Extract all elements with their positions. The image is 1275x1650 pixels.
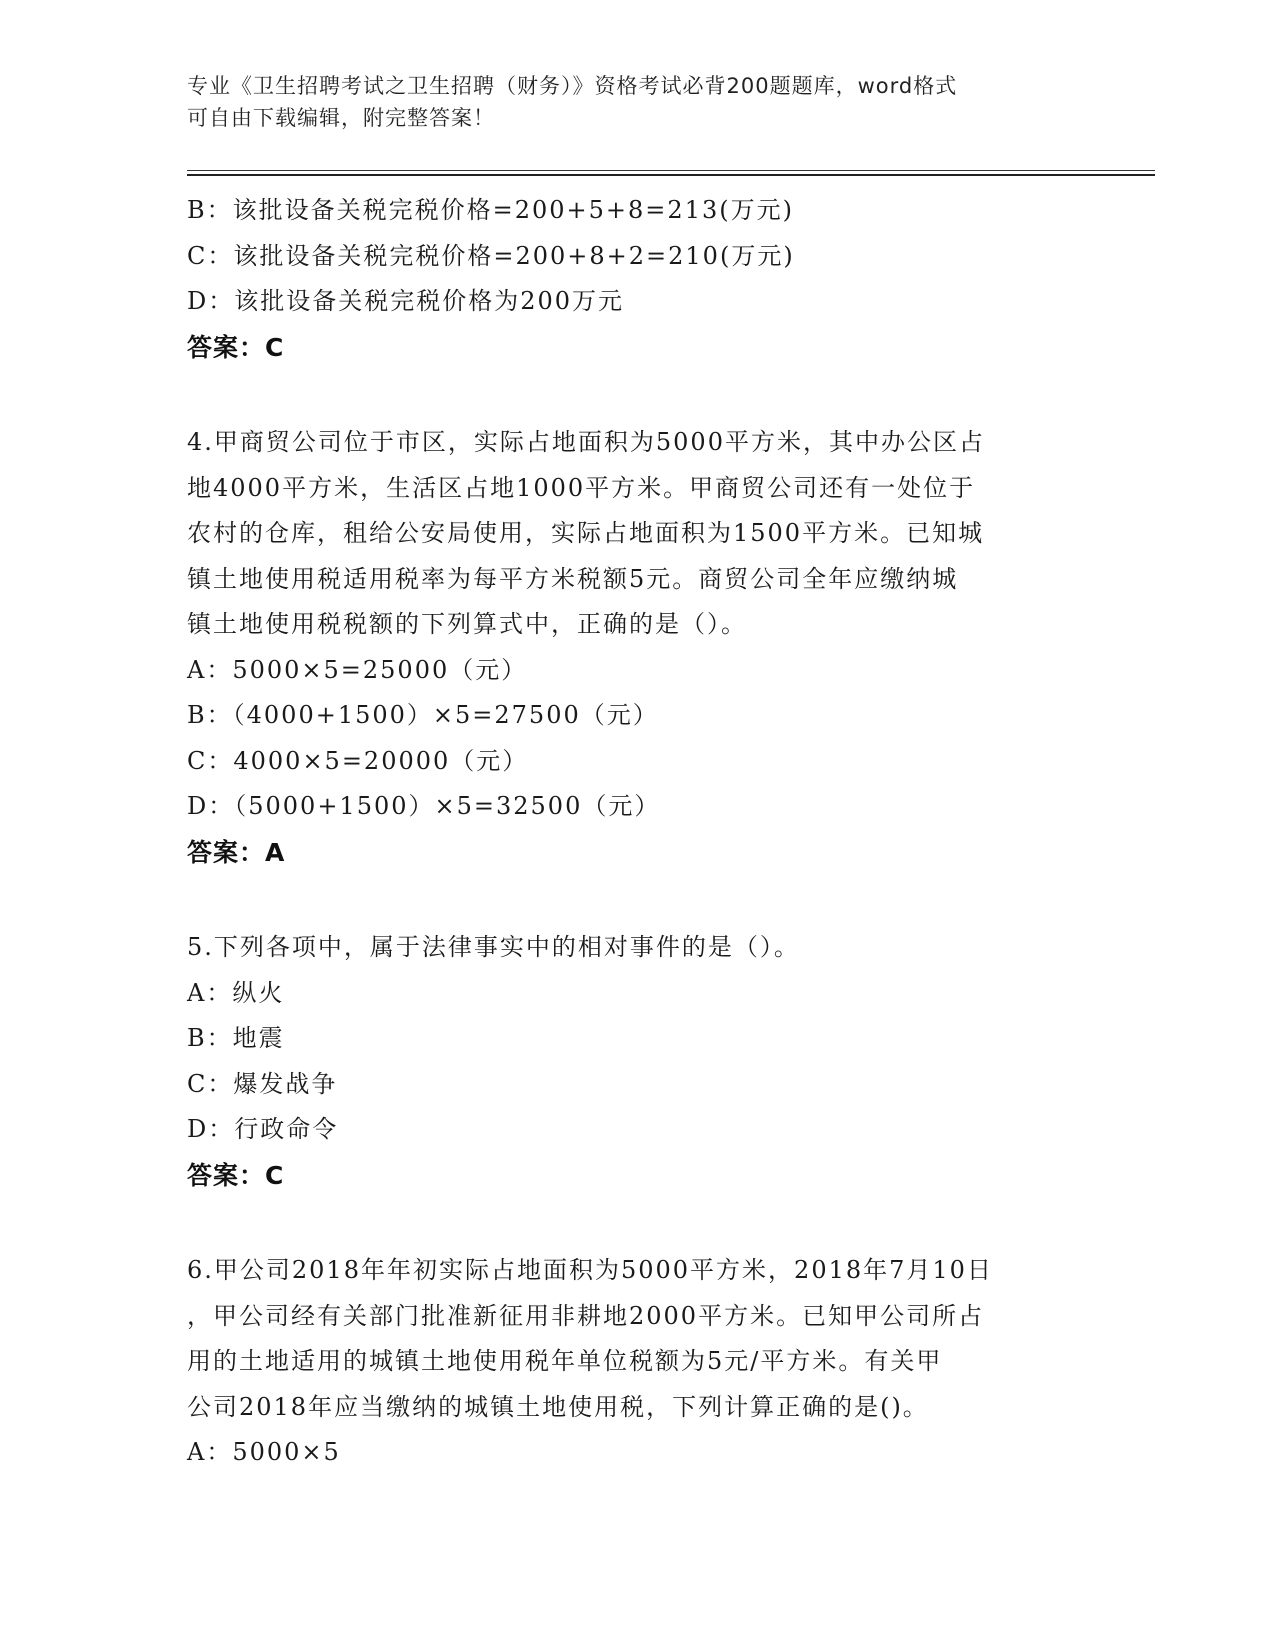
option-c: C：4000×5=20000（元） [187,746,529,775]
question-text-line: 地4000平方米，生活区占地1000平方米。甲商贸公司还有一处位于 [187,473,976,502]
question-5 [187,925,1087,1198]
header-rule-thin [187,170,1155,171]
question-text-line: 镇土地使用税税额的下列算式中，正确的是（）。 [187,610,747,638]
question-text-line: 5.下列各项中，属于法律事实中的相对事件的是（）。 [187,933,800,961]
option-a: A：纵火 [187,978,285,1007]
option-d: D：行政命令 [187,1115,339,1143]
option-d: D：（5000+1500）×5=32500（元） [187,792,661,820]
question-text-line: ，甲公司经有关部门批准新征用非耕地2000平方米。已知甲公司所占 [187,1301,985,1330]
header-line-1: 专业《卫生招聘考试之卫生招聘（财务）》资格考试必背200题题库，word格式 [187,74,958,98]
option-b: B：该批设备关税完税价格=200+5+8=213(万元) [187,196,794,224]
question-4 [187,420,1087,875]
option-a: A：5000×5 [187,1438,341,1466]
question-text-line: 公司2018年应当缴纳的城镇土地使用税，下列计算正确的是()。 [187,1392,929,1421]
question-text-line: 农村的仓库，租给公安局使用，实际占地面积为1500平方米。已知城 [187,519,985,547]
question-text-line: 6.甲公司2018年年初实际占地面积为5000平方米，2018年7月10日 [187,1256,993,1284]
option-d: D：该批设备关税完税价格为200万元 [187,287,625,315]
question-6 [187,1248,1087,1476]
option-c: C：该批设备关税完税价格=200+8+2=210(万元) [187,241,795,270]
answer-line: 答案：C [187,332,285,362]
header-rule-thick [187,174,1155,176]
question-list [187,188,1087,1476]
question-3-tail [187,188,1087,370]
answer-line: 答案：A [187,837,286,867]
option-b: B：地震 [187,1024,285,1052]
question-text-line: 4.甲商贸公司位于市区，实际占地面积为5000平方米，其中办公区占 [187,428,985,456]
question-text-line: 用的土地适用的城镇土地使用税年单位税额为5元/平方米。有关甲 [187,1347,943,1375]
question-text-line: 镇土地使用税适用税率为每平方米税额5元。商贸公司全年应缴纳城 [187,564,959,593]
option-c: C：爆发战争 [187,1069,338,1098]
answer-line: 答案：C [187,1160,285,1190]
option-b: B：（4000+1500）×5=27500（元） [187,701,659,729]
document-header [187,70,1067,134]
option-a: A：5000×5=25000（元） [187,655,528,684]
header-line-2: 可自由下载编辑，附完整答案！ [187,106,495,130]
